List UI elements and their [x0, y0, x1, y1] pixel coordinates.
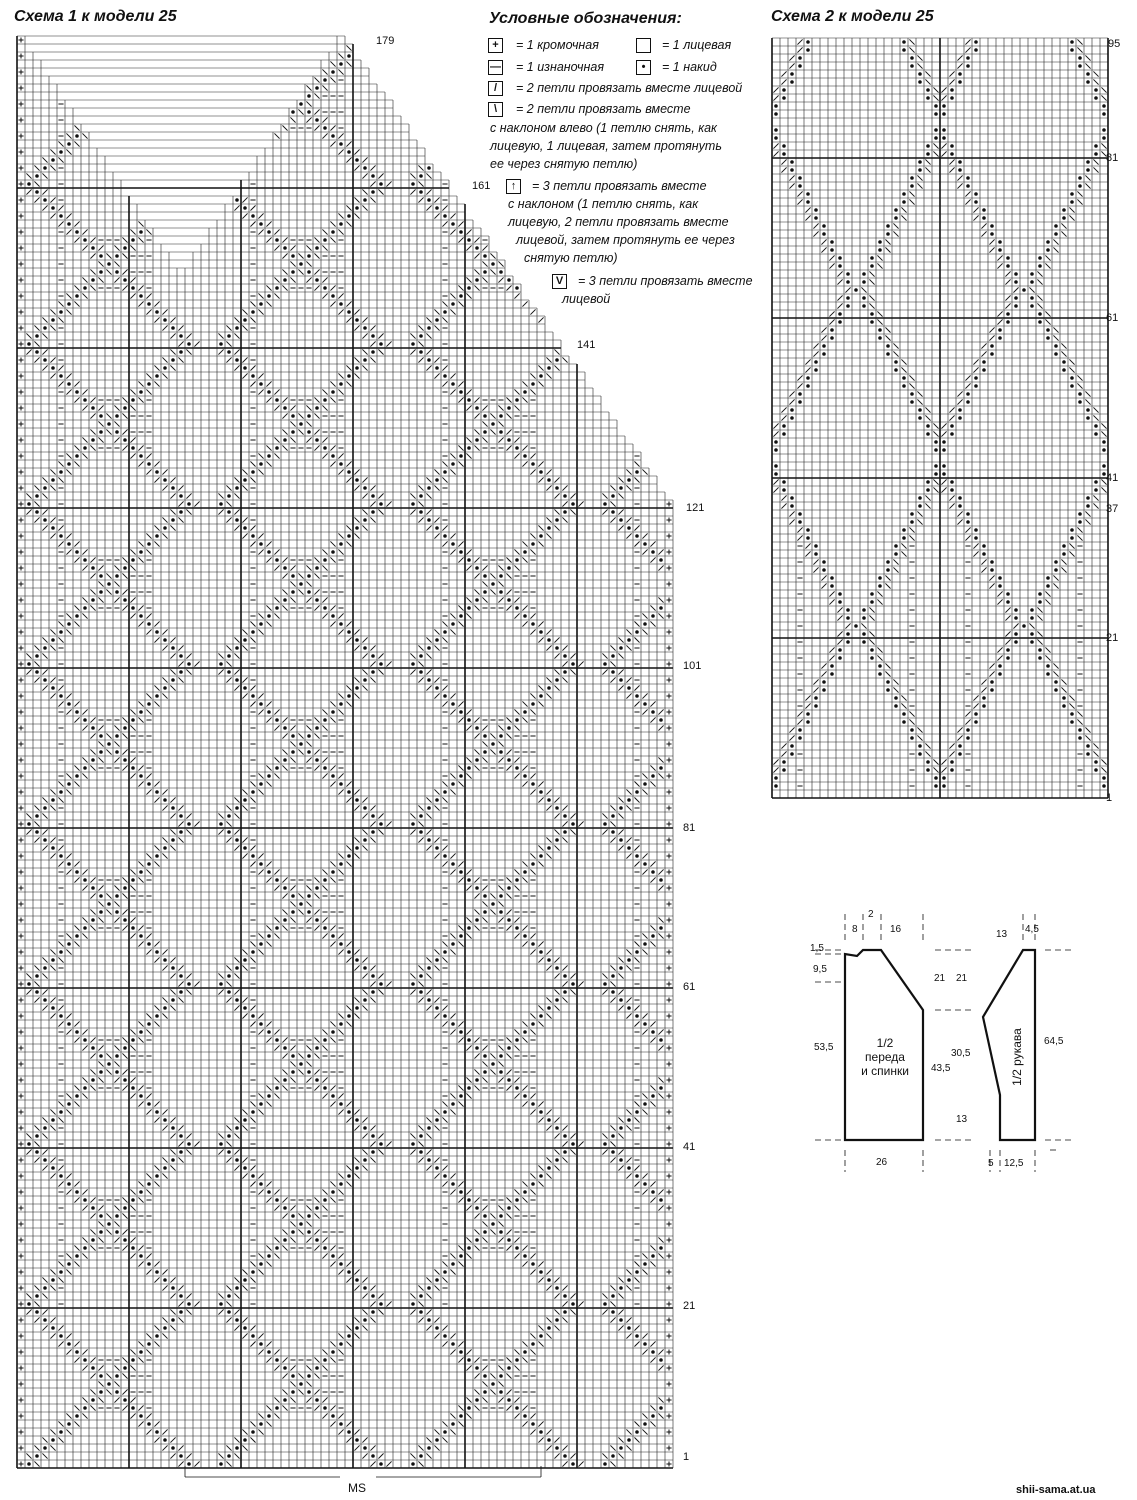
edge-stitch-symbol: +: [488, 38, 503, 53]
dim-sleeve-top-small: 4,5: [1025, 924, 1039, 935]
legend-sk2p: = 3 петли провязать вместе: [532, 179, 707, 193]
scheme1-row-141: 141: [577, 339, 596, 351]
dim-sleeve-length: 64,5: [1044, 1036, 1064, 1047]
legend-sk2p-line3: лицевой, затем протянуть ее через: [516, 233, 735, 247]
ssk-symbol: \: [488, 102, 503, 117]
scheme2-row-1: 1: [1106, 792, 1113, 804]
sk2p-symbol: ↑: [506, 179, 521, 194]
dim-side: 43,5: [931, 1063, 951, 1074]
purl-stitch-symbol: —: [490, 61, 501, 73]
legend-k3tog-line1: лицевой: [562, 292, 611, 306]
dim-neck-depth: 2: [868, 909, 874, 920]
legend-sk2p-line4: снятую петлю): [524, 251, 618, 265]
scheme2-chart: [760, 0, 1120, 820]
legend-edge-stitch: = 1 кромочная: [516, 38, 599, 52]
scheme1-title: Схема 1 к модели 25: [14, 8, 177, 25]
legend-k2tog: = 2 петли провязать вместе лицевой: [516, 81, 743, 95]
dim-sleeve-top: 13: [996, 929, 1008, 940]
scheme2-row-21: 21: [1106, 632, 1119, 644]
dim-sleeve-mid: 30,5: [951, 1048, 971, 1059]
dim-neck-height: 9,5: [813, 964, 827, 975]
legend-purl-stitch: = 1 изнаночная: [516, 60, 605, 74]
dim-shoulder-drop: 1,5: [810, 943, 824, 954]
dim-shoulder: 16: [890, 924, 902, 935]
legend-ssk-line1: с наклоном влево (1 петлю снять, как: [490, 121, 717, 135]
yarn-over-symbol: •: [636, 60, 651, 75]
sleeve-piece-label: 1/2 рукава: [1010, 1028, 1024, 1086]
scheme1-row-1: 1: [683, 1451, 690, 1463]
scheme2-row-61: 61: [1106, 312, 1119, 324]
dim-cuff-half: 12,5: [1004, 1158, 1024, 1169]
legend-k3tog: = 3 петли провязать вместе: [578, 274, 753, 288]
scheme2-row-81: 81: [1106, 152, 1119, 164]
legend-ssk-line3: ее через снятую петлю): [490, 157, 638, 171]
legend-knit-stitch: = 1 лицевая: [662, 38, 732, 52]
scheme1-row-161: 161: [472, 180, 491, 192]
scheme1-row-21: 21: [683, 1300, 696, 1312]
dim-half-width: 26: [876, 1157, 888, 1168]
legend-ssk-line2: лицевую, 1 лицевая, затем протянуть: [490, 139, 722, 153]
site-watermark: shii-sama.at.ua: [1016, 1484, 1096, 1496]
scheme1-row-41: 41: [683, 1141, 696, 1153]
dim-armhole: 21: [934, 973, 946, 984]
scheme2-row-41: 41: [1106, 472, 1119, 484]
legend-yarn-over: = 1 накид: [662, 60, 717, 74]
scheme1-repeat-label: MS: [348, 1481, 366, 1495]
legend-sk2p-line2: лицевую, 2 петли провязать вместе: [508, 215, 729, 229]
k3tog-symbol: V: [552, 274, 567, 289]
dim-cuff-small: 5: [988, 1158, 994, 1169]
dim-cuff-height: 13: [956, 1114, 968, 1125]
scheme1-row-81: 81: [683, 822, 696, 834]
knit-stitch-symbol: [636, 38, 651, 53]
dim-cap-height: 21: [956, 973, 968, 984]
k2tog-symbol: /: [488, 81, 503, 96]
scheme1-row-61: 61: [683, 981, 696, 993]
scheme1-row-121: 121: [686, 502, 705, 514]
body-piece-label: 1/2 переда и спинки: [861, 1036, 909, 1078]
legend-title: Условные обозначения:: [489, 10, 682, 27]
scheme1-row-101: 101: [683, 660, 702, 672]
legend-ssk: = 2 петли провязать вместе: [516, 102, 691, 116]
scheme2-row-37: 37: [1106, 503, 1119, 515]
scheme2-title: Схема 2 к модели 25: [771, 8, 934, 25]
scheme2-row-95: 95: [1108, 38, 1121, 50]
sleeve-outline: [983, 950, 1035, 1140]
dim-body-length: 53,5: [814, 1042, 834, 1053]
legend-sk2p-line1: с наклоном (1 петлю снять, как: [508, 197, 699, 211]
legend: [486, 36, 766, 316]
scheme1-row-179: 179: [376, 35, 395, 47]
dim-neck-width: 8: [852, 924, 858, 935]
